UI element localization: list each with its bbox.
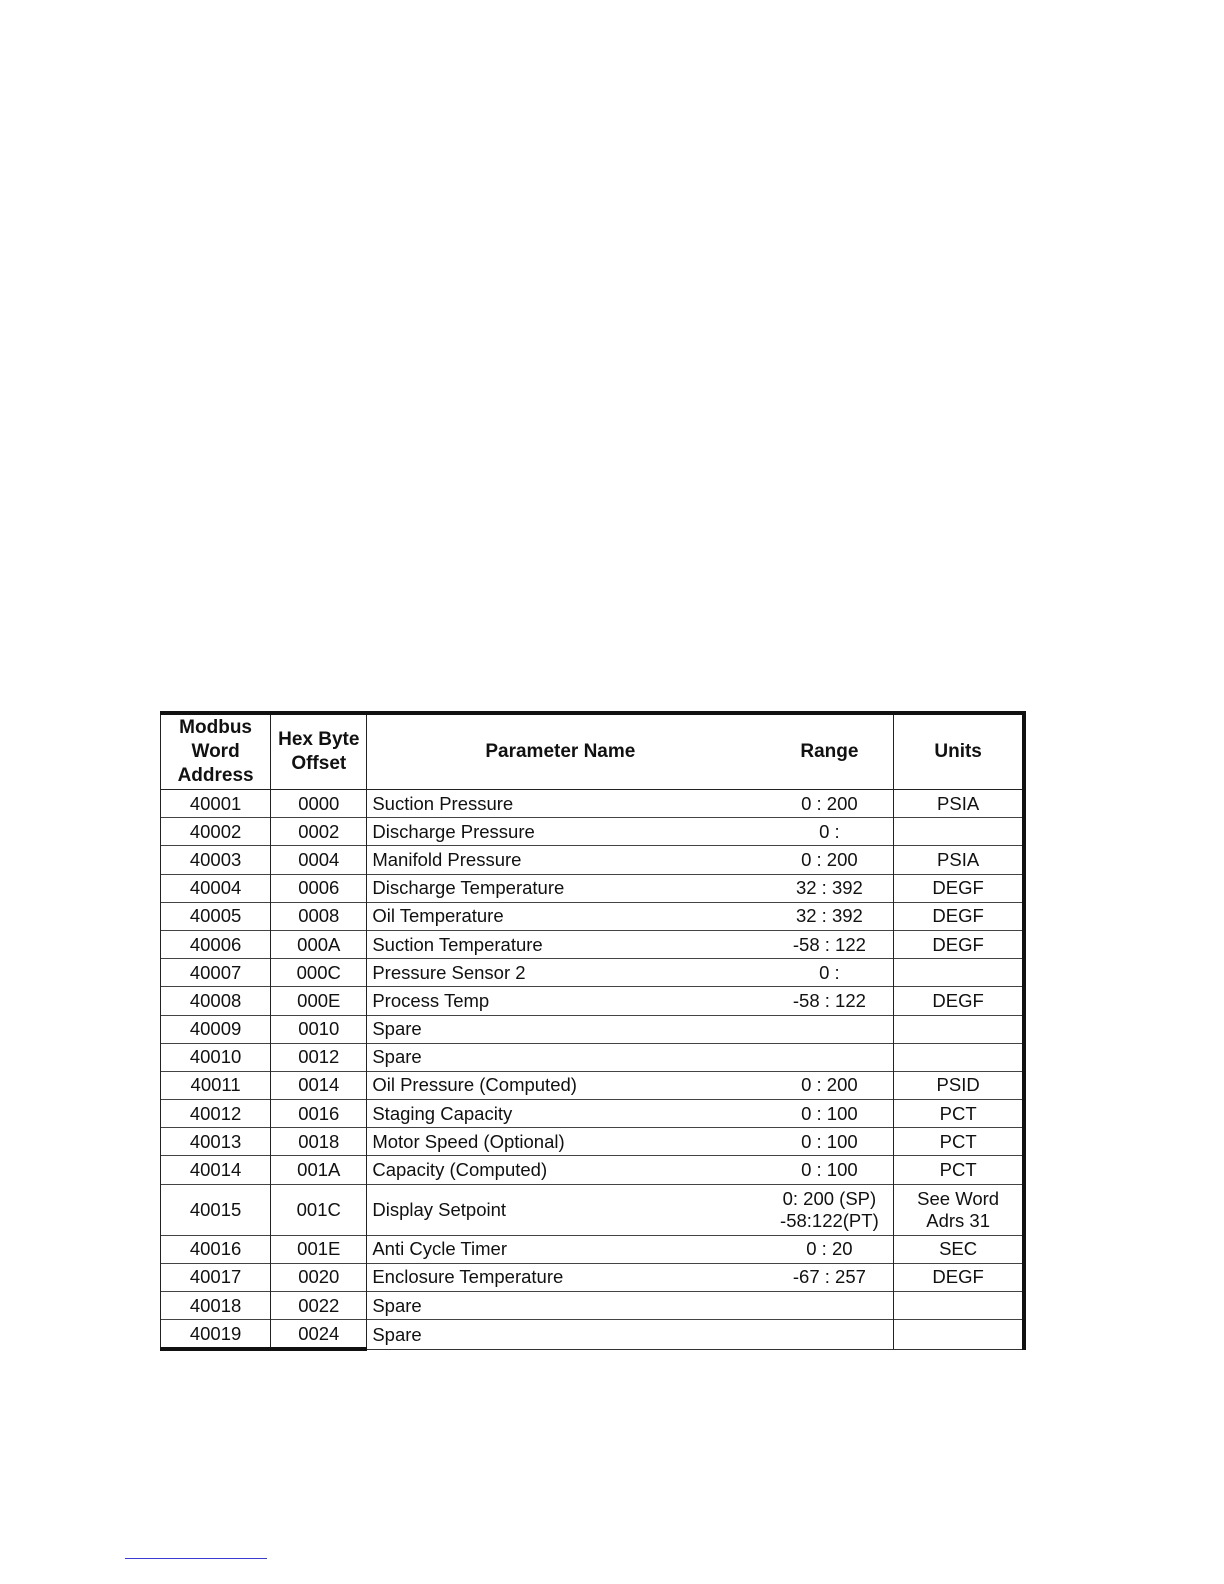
parameter-name-cell: Discharge Temperature — [367, 874, 766, 902]
table-header — [161, 713, 1025, 790]
units-cell — [894, 902, 1024, 930]
table-row — [161, 1156, 1025, 1184]
parameter-name-cell: Spare — [367, 1015, 766, 1043]
header-parameter-name: Parameter Name — [367, 713, 766, 790]
range-cell — [766, 846, 894, 874]
modbus-address-cell: 40003 — [161, 846, 271, 874]
modbus-address-cell: 40018 — [161, 1292, 271, 1320]
units-cell — [894, 930, 1024, 958]
units-cell — [894, 1156, 1024, 1184]
table-row — [161, 790, 1025, 818]
parameter-name-cell: Pressure Sensor 2 — [367, 959, 766, 987]
units-cell — [894, 790, 1024, 818]
table-row — [161, 902, 1025, 930]
units-cell — [894, 1015, 1024, 1043]
range-value: 0 : 200 — [801, 792, 858, 814]
modbus-address-cell: 40010 — [161, 1043, 271, 1071]
header-hex-byte-offset: Hex Byte Offset — [271, 713, 367, 790]
parameter-name-cell: Anti Cycle Timer — [367, 1235, 766, 1263]
modbus-register-table-container — [160, 711, 1026, 1351]
modbus-address-cell: 40002 — [161, 818, 271, 846]
range-cell — [766, 1235, 894, 1263]
table-row — [161, 846, 1025, 874]
header-units: Units — [894, 713, 1024, 790]
units-cell — [894, 1100, 1024, 1128]
header-row — [161, 713, 1025, 790]
modbus-register-table — [160, 711, 1026, 1351]
units-cell — [894, 1320, 1024, 1350]
range-cell — [766, 902, 894, 930]
units-cell — [894, 1263, 1024, 1291]
table-row — [161, 1100, 1025, 1128]
range-cell — [766, 1128, 894, 1156]
units-value: DEGF — [932, 877, 984, 899]
table-row — [161, 1263, 1025, 1291]
units-value: SEC — [939, 1238, 978, 1260]
range-cell — [766, 1156, 894, 1184]
hex-offset-cell: 0008 — [271, 902, 367, 930]
units-cell — [894, 874, 1024, 902]
units-value: PSIA — [937, 792, 980, 814]
range-value: 0 : 100 — [801, 1102, 858, 1124]
table-row — [161, 818, 1025, 846]
modbus-address-cell: 40008 — [161, 987, 271, 1015]
hex-offset-cell: 001C — [271, 1184, 367, 1235]
range-value: -58 : 122 — [792, 933, 866, 955]
table-row — [161, 1128, 1025, 1156]
hex-offset-cell: 0006 — [271, 874, 367, 902]
modbus-address-cell: 40013 — [161, 1128, 271, 1156]
range-cell — [766, 959, 894, 987]
range-cell — [766, 1292, 894, 1320]
range-cell — [766, 930, 894, 958]
modbus-address-cell: 40015 — [161, 1184, 271, 1235]
units-cell — [894, 1235, 1024, 1263]
hex-offset-cell: 001A — [271, 1156, 367, 1184]
parameter-name-cell: Display Setpoint — [367, 1184, 766, 1235]
parameter-name-cell: Staging Capacity — [367, 1100, 766, 1128]
range-value: 0 : 100 — [801, 1130, 858, 1152]
units-cell — [894, 1292, 1024, 1320]
table-row — [161, 1320, 1025, 1350]
parameter-name-cell: Spare — [367, 1043, 766, 1071]
range-value: 32 : 392 — [795, 905, 863, 927]
hex-offset-cell: 0024 — [271, 1320, 367, 1350]
range-cell — [766, 1100, 894, 1128]
table-row — [161, 1043, 1025, 1071]
table-row — [161, 1292, 1025, 1320]
table-row — [161, 1015, 1025, 1043]
range-value: -67 : 257 — [792, 1266, 866, 1288]
units-cell — [894, 846, 1024, 874]
range-cell — [766, 874, 894, 902]
units-value: Adrs 31 — [926, 1209, 990, 1231]
hex-offset-cell: 0014 — [271, 1071, 367, 1099]
units-value: PCT — [939, 1159, 977, 1181]
hex-offset-cell: 0004 — [271, 846, 367, 874]
header-modbus-word-address: Modbus Word Address — [161, 713, 271, 790]
units-value: DEGF — [932, 1266, 984, 1288]
modbus-address-cell: 40007 — [161, 959, 271, 987]
hex-offset-cell: 0020 — [271, 1263, 367, 1291]
range-value: 0 : 20 — [806, 1238, 853, 1260]
parameter-name-cell: Enclosure Temperature — [367, 1263, 766, 1291]
range-value: 0: 200 (SP) — [782, 1187, 877, 1209]
parameter-name-cell: Suction Temperature — [367, 930, 766, 958]
modbus-address-cell: 40017 — [161, 1263, 271, 1291]
parameter-name-cell: Oil Pressure (Computed) — [367, 1071, 766, 1099]
units-value: DEGF — [932, 933, 984, 955]
hex-offset-cell: 0022 — [271, 1292, 367, 1320]
units-value: PSID — [936, 1074, 980, 1096]
range-cell — [766, 1320, 894, 1350]
table-row — [161, 930, 1025, 958]
parameter-name-cell: Spare — [367, 1320, 766, 1350]
hex-offset-cell: 0002 — [271, 818, 367, 846]
units-value: DEGF — [932, 905, 984, 927]
parameter-name-cell: Discharge Pressure — [367, 818, 766, 846]
modbus-address-cell: 40012 — [161, 1100, 271, 1128]
modbus-address-cell: 40014 — [161, 1156, 271, 1184]
units-cell — [894, 1184, 1024, 1235]
hex-offset-cell: 000E — [271, 987, 367, 1015]
table-row — [161, 959, 1025, 987]
hex-offset-cell: 0016 — [271, 1100, 367, 1128]
units-value: DEGF — [932, 989, 984, 1011]
parameter-name-cell: Suction Pressure — [367, 790, 766, 818]
hex-offset-cell: 0000 — [271, 790, 367, 818]
units-cell — [894, 1071, 1024, 1099]
units-cell — [894, 818, 1024, 846]
parameter-name-cell: Spare — [367, 1292, 766, 1320]
footnote-separator-line — [125, 1558, 267, 1559]
parameter-name-cell: Motor Speed (Optional) — [367, 1128, 766, 1156]
units-cell — [894, 1128, 1024, 1156]
range-cell — [766, 1043, 894, 1071]
units-cell — [894, 987, 1024, 1015]
range-value: 0 : 200 — [801, 1074, 858, 1096]
range-value: 0 : 100 — [801, 1159, 858, 1181]
range-value: -58 : 122 — [792, 989, 866, 1011]
range-cell — [766, 818, 894, 846]
modbus-address-cell: 40005 — [161, 902, 271, 930]
modbus-address-cell: 40006 — [161, 930, 271, 958]
range-cell — [766, 1184, 894, 1235]
table-row — [161, 1184, 1025, 1235]
range-cell — [766, 1263, 894, 1291]
table-row — [161, 1235, 1025, 1263]
modbus-address-cell: 40019 — [161, 1320, 271, 1350]
range-cell — [766, 1071, 894, 1099]
parameter-name-cell: Oil Temperature — [367, 902, 766, 930]
range-cell — [766, 1015, 894, 1043]
units-cell — [894, 1043, 1024, 1071]
range-value: 0 : 200 — [801, 848, 858, 870]
modbus-address-cell: 40001 — [161, 790, 271, 818]
table-row — [161, 987, 1025, 1015]
units-value: See Word — [917, 1187, 1000, 1209]
modbus-address-cell: 40016 — [161, 1235, 271, 1263]
modbus-address-cell: 40004 — [161, 874, 271, 902]
range-value: 32 : 392 — [795, 877, 863, 899]
hex-offset-cell: 0010 — [271, 1015, 367, 1043]
units-value: PCT — [939, 1102, 977, 1124]
parameter-name-cell: Process Temp — [367, 987, 766, 1015]
modbus-address-cell: 40009 — [161, 1015, 271, 1043]
hex-offset-cell: 000C — [271, 959, 367, 987]
units-value: PCT — [939, 1130, 977, 1152]
range-value: 0 : — [819, 820, 840, 842]
table-body — [161, 790, 1025, 1350]
range-value: -58:122(PT) — [780, 1209, 879, 1231]
hex-offset-cell: 001E — [271, 1235, 367, 1263]
modbus-address-cell: 40011 — [161, 1071, 271, 1099]
hex-offset-cell: 0018 — [271, 1128, 367, 1156]
range-cell — [766, 987, 894, 1015]
header-range: Range — [766, 713, 894, 790]
range-cell — [766, 790, 894, 818]
parameter-name-cell: Capacity (Computed) — [367, 1156, 766, 1184]
range-value: 0 : — [819, 961, 840, 983]
hex-offset-cell: 0012 — [271, 1043, 367, 1071]
table-row — [161, 874, 1025, 902]
hex-offset-cell: 000A — [271, 930, 367, 958]
units-value: PSIA — [937, 848, 980, 870]
units-cell — [894, 959, 1024, 987]
table-row — [161, 1071, 1025, 1099]
parameter-name-cell: Manifold Pressure — [367, 846, 766, 874]
